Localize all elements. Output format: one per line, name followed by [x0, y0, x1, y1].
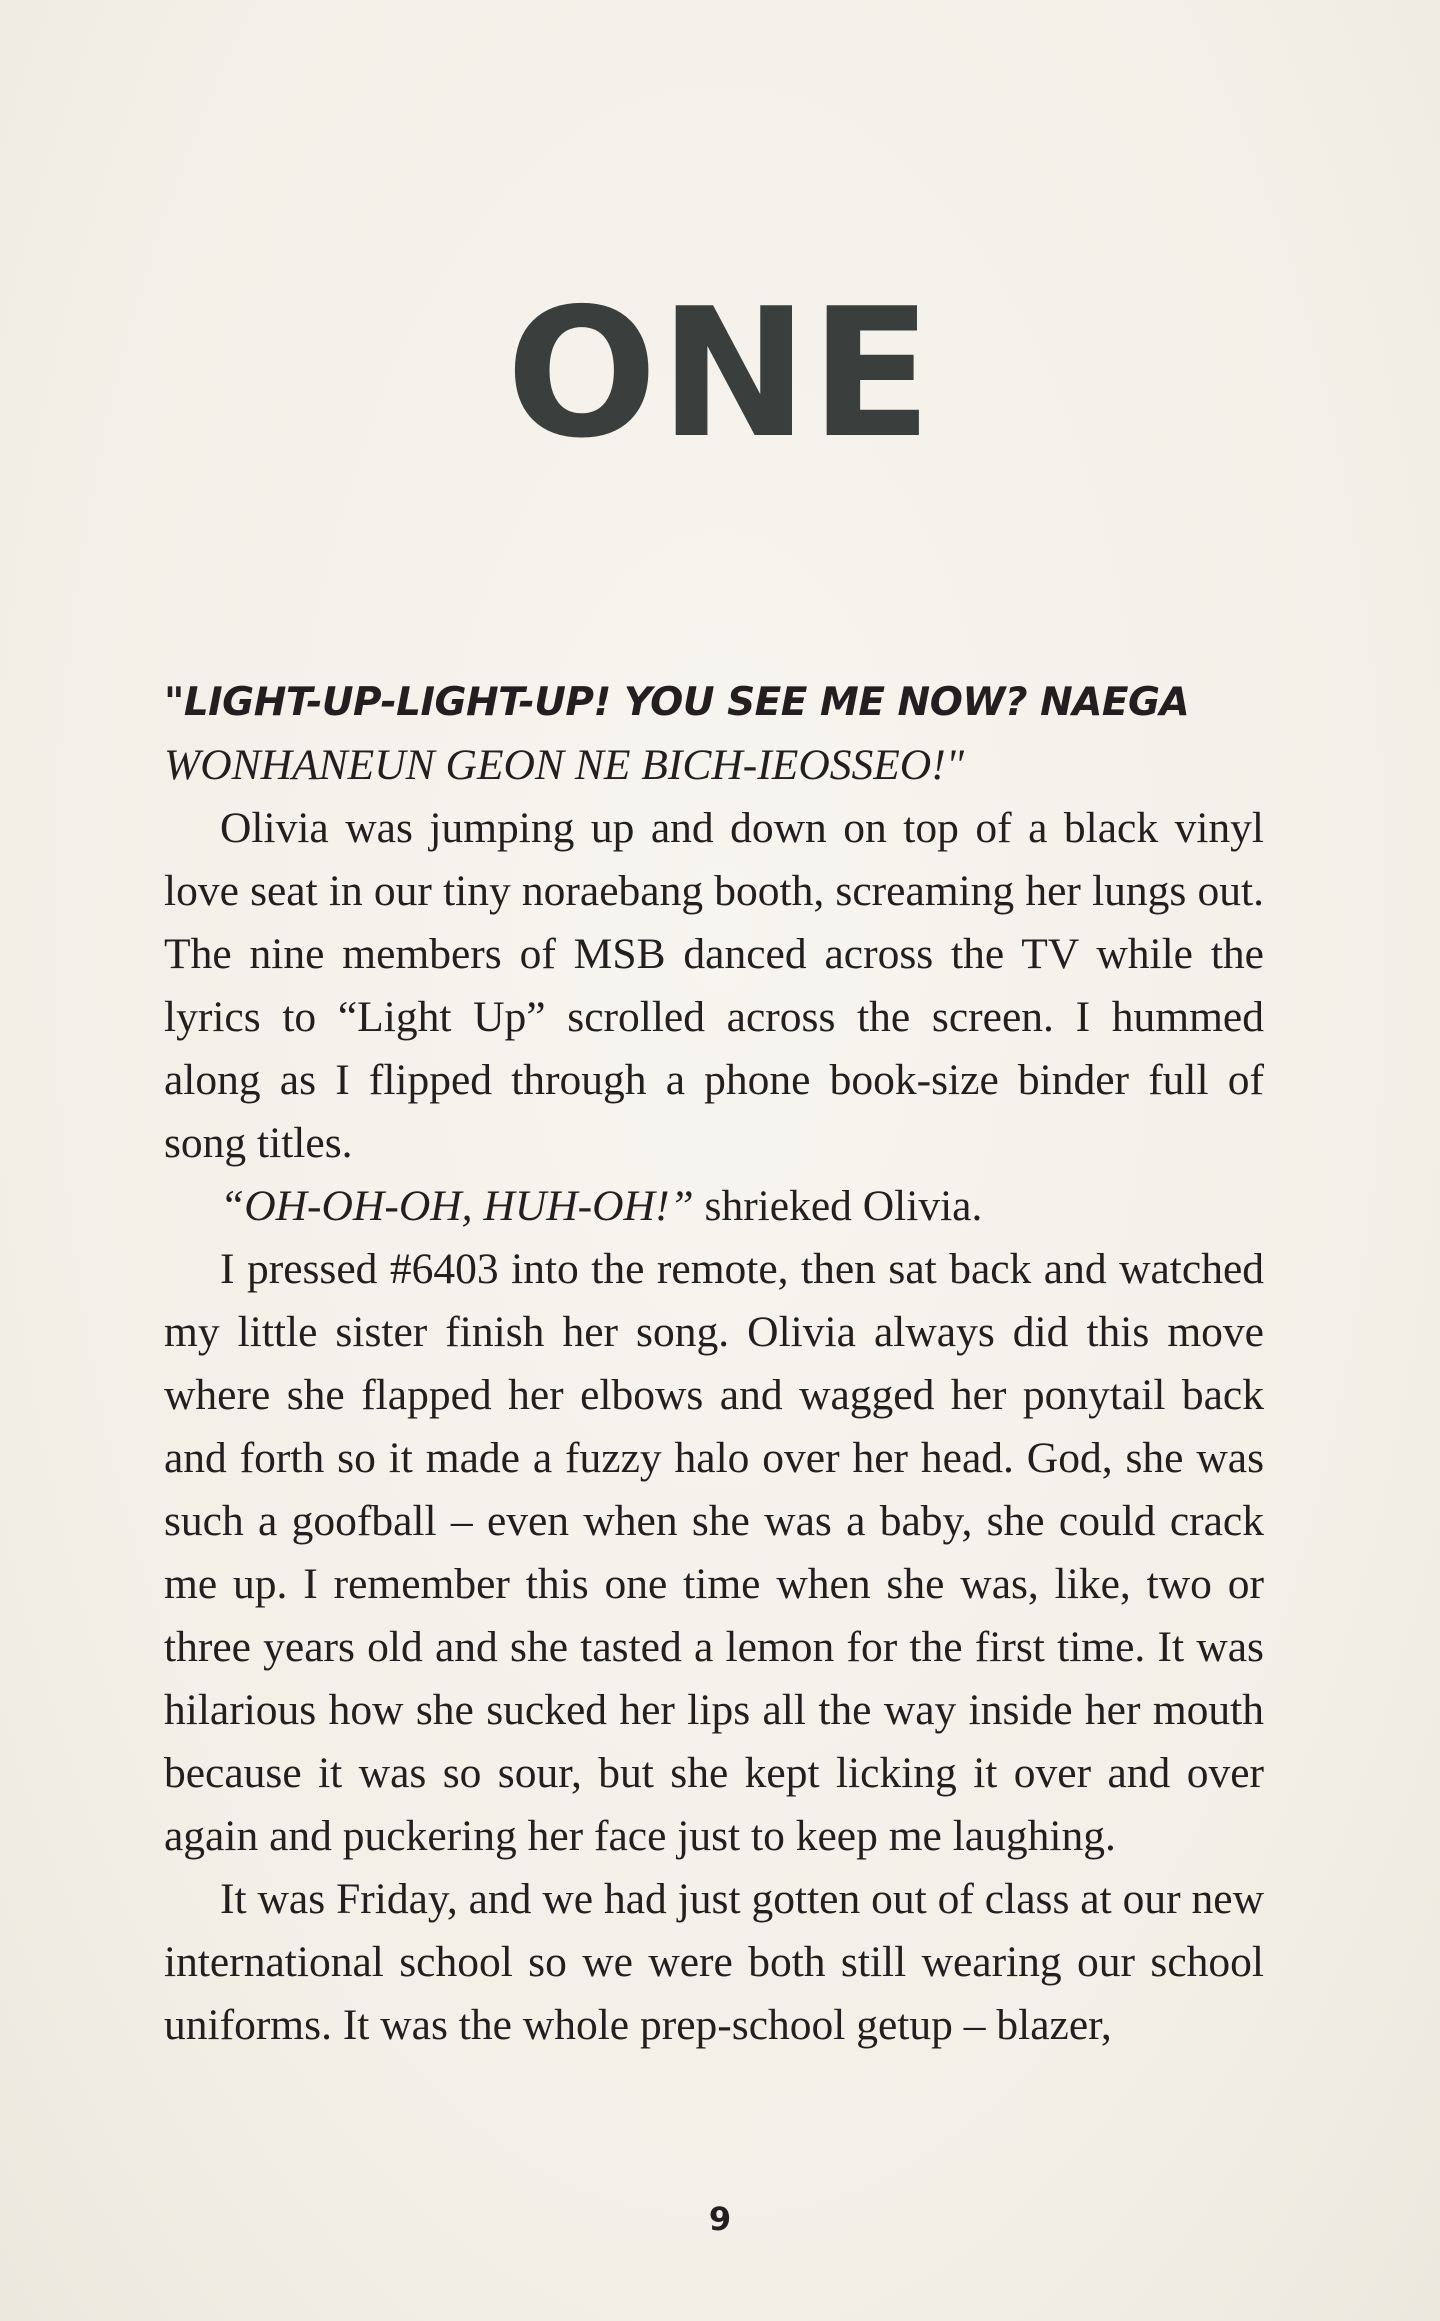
body-text	[164, 670, 1264, 2057]
paragraph-shriek	[164, 1175, 1264, 1238]
lyric-line-italic: WONHANEUN GEON NE BICH-IEOSSEO!"	[164, 741, 964, 789]
paragraph: Olivia was jumping up and down on top of a black vinyl love seat in our tiny noraebang booth, screaming her lungs out. The nine members of MSB danced across the TV while the lyrics to “Light Up” scrolled across the screen. I hummed along as I flipped through a phone book-size binder full of song titles.	[164, 804, 1264, 1167]
paragraph: I pressed #6403 into the remote, then sat back and watched my little sister finish her song. Olivia always did this move where she flapped her elbows and wagged her ponytail back and forth so it made a fuzzy halo over her head. God, she was such a goofball – even when she was a baby, she could crack me up. I remember this one time when she was, like, two or three years old and she tasted a lemon for the first time. It was hilarious how she sucked her lips all the way inside her mouth because it was so sour, but she kept licking it over and over again and puckering her face just to keep me laughing.	[164, 1245, 1264, 1860]
chapter-title: ONE	[506, 270, 934, 477]
lyric-line-bold: "LIGHT-UP-LIGHT-UP! YOU SEE ME NOW? NAEGA	[164, 680, 1190, 725]
shriek-lyric: “OH-OH-OH, HUH-OH!”	[220, 1182, 694, 1230]
paragraph: It was Friday, and we had just gotten out of class at our new international school so we were both still wearing our school uniforms. It was the whole prep-school getup – blazer,	[164, 1875, 1264, 2049]
page-number: 9	[708, 2200, 732, 2238]
paragraph-lyrics	[164, 670, 1264, 797]
shriek-text: shrieked Olivia.	[693, 1182, 983, 1230]
